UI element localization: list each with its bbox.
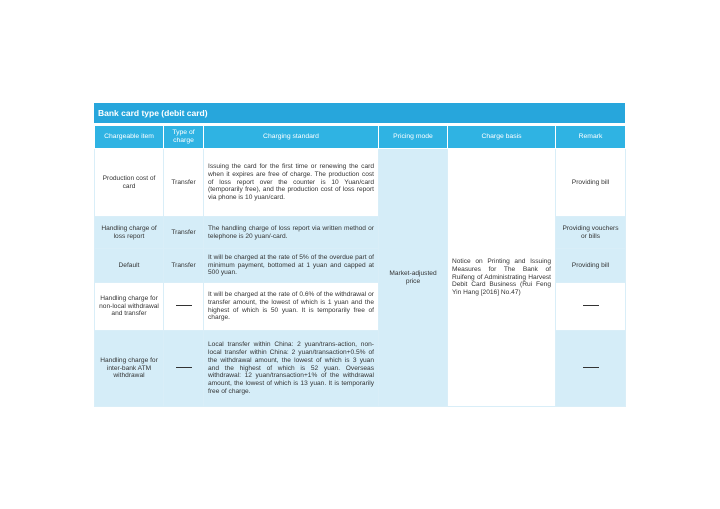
- cell-type: [164, 283, 204, 331]
- cell-remark: Providing vouchers or bills: [556, 217, 626, 249]
- cell-charge-basis: Notice on Printing and Issuing Measures for The Bank of Ruifeng of Administrating Harvest Debit Card Business (Rui Feng Yin Hang [2016] No.47): [448, 149, 556, 407]
- header-type-of-charge: Type of charge: [164, 126, 204, 149]
- cell-type: Transfer: [164, 249, 204, 283]
- header-remark: Remark: [556, 126, 626, 149]
- header-chargeable-item: Chargeable item: [95, 126, 164, 149]
- cell-standard: It will be charged at the rate of 0.6% of the withdrawal or transfer amount, the lowest of which is 1 yuan and the highest of which is 50 yuan. It is temporarily free of charge.: [204, 283, 379, 331]
- fee-table: [94, 125, 626, 407]
- header-pricing-mode: Pricing mode: [379, 126, 448, 149]
- cell-remark: [556, 283, 626, 331]
- cell-type: Transfer: [164, 217, 204, 249]
- table-title: Bank card type (debit card): [94, 103, 625, 123]
- cell-item: Production cost of card: [95, 149, 164, 217]
- dash-mark: [583, 305, 599, 306]
- cell-item: Handling charge for non-local withdrawal and transfer: [95, 283, 164, 331]
- cell-item: Handling charge of loss report: [95, 217, 164, 249]
- cell-item: Handling charge for inter-bank ATM withdrawal: [95, 331, 164, 407]
- cell-remark: Providing bill: [556, 249, 626, 283]
- header-charge-basis: Charge basis: [448, 126, 556, 149]
- dash-mark: [176, 305, 192, 306]
- dash-mark: [176, 367, 192, 368]
- cell-standard: Local transfer within China: 2 yuan/trans-action, non-local transfer within China: 2 yuan/transaction+0.5% of the withdrawal amount, the lowest of which is 3 yuan and the highest of which is 52 yuan. Overseas withdrawal: 12 yuan/transaction+1% of the withdrawal amount, the lowest of which is 13 yuan. It is temporarily free of charge.: [204, 331, 379, 407]
- dash-mark: [583, 367, 599, 368]
- cell-standard: The handling charge of loss report via written method or telephone is 20 yuan/-card.: [204, 217, 379, 249]
- cell-item: Default: [95, 249, 164, 283]
- cell-type: Transfer: [164, 149, 204, 217]
- cell-standard: It will be charged at the rate of 5% of the overdue part of minimum payment, bottomed at 1 yuan and capped at 500 yuan.: [204, 249, 379, 283]
- cell-remark: [556, 331, 626, 407]
- cell-remark: Providing bill: [556, 149, 626, 217]
- header-charging-standard: Charging standard: [204, 126, 379, 149]
- table-row: [95, 149, 626, 217]
- cell-pricing-mode: Market-adjusted price: [379, 149, 448, 407]
- cell-standard: Issuing the card for the first time or renewing the card when it expires are free of charge. The production cost of loss report over the counter is 10 Yuan/card (temporarily free), and the production cost of loss report via phone is 10 yuan/card.: [204, 149, 379, 217]
- header-row: [95, 126, 626, 149]
- cell-type: [164, 331, 204, 407]
- fee-table-panel: [94, 103, 625, 407]
